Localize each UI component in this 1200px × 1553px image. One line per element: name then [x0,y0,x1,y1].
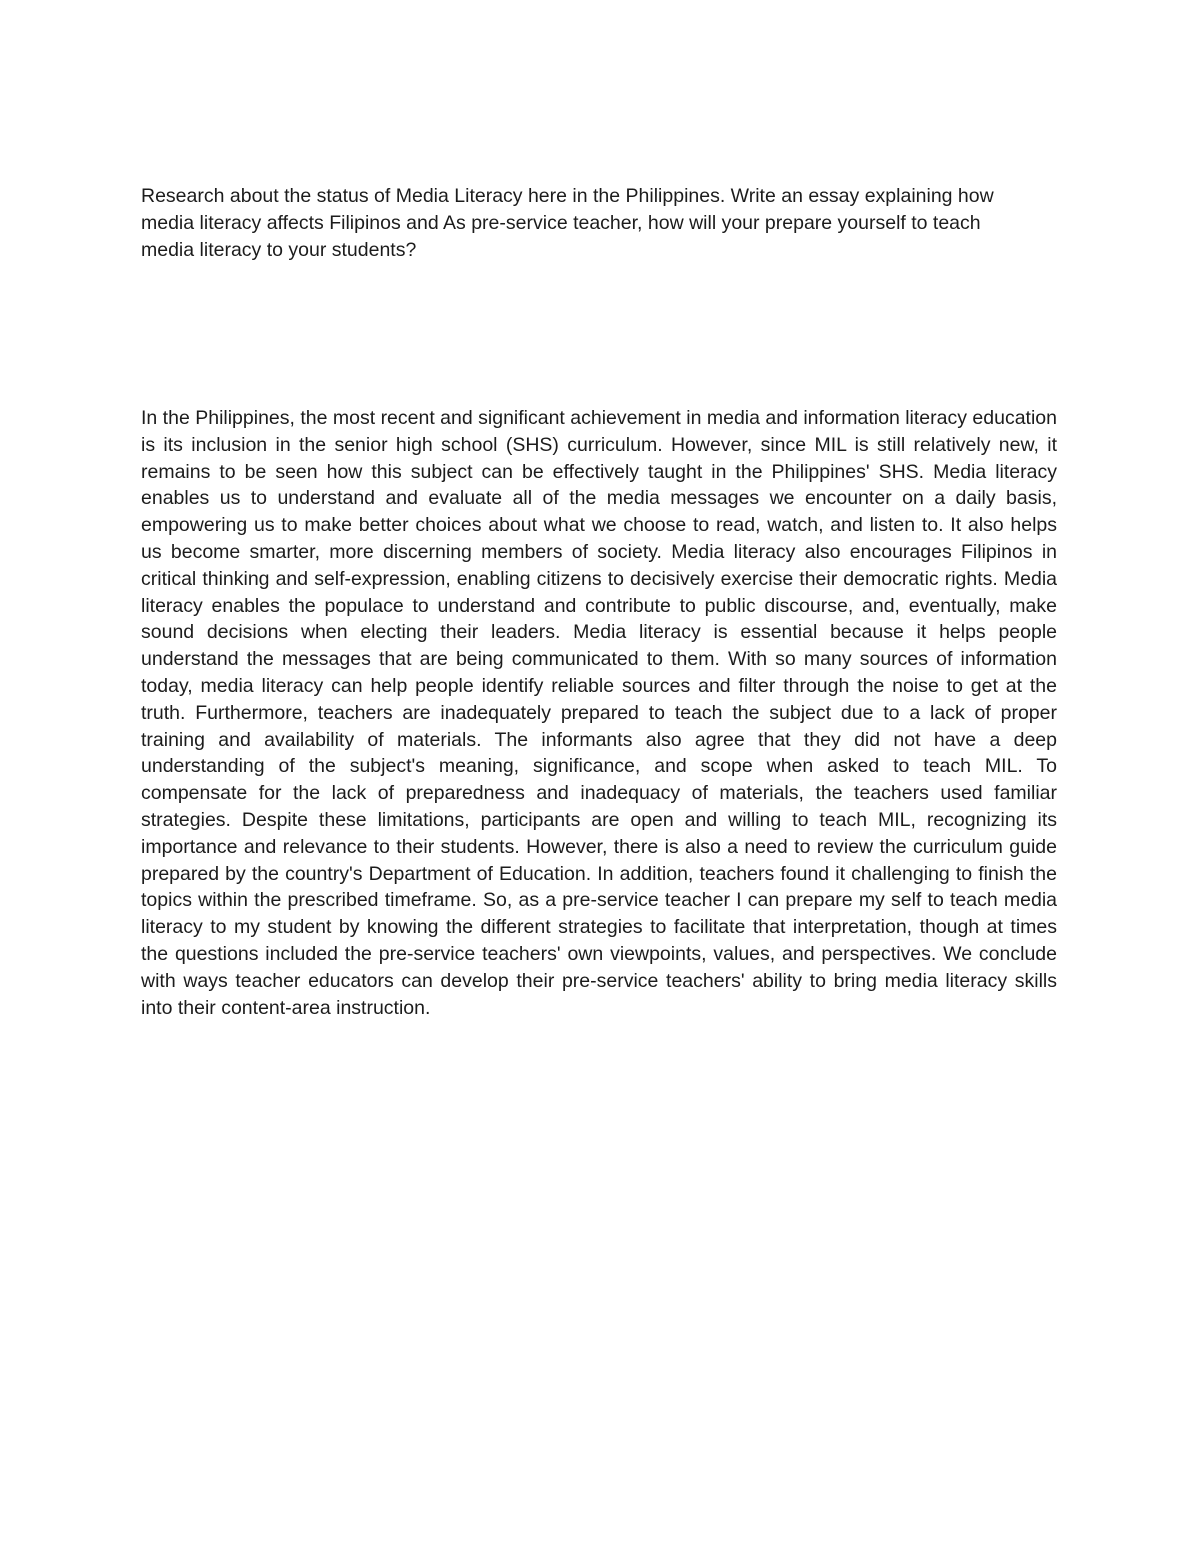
essay-body: In the Philippines, the most recent and significant achievement in media and information literacy education is its inclusion in the senior high school (SHS) curriculum. However, since MIL is still relatively new, it remains to be seen how this subject can be effectively taught in the Philippines' SHS. Media literacy enables us to understand and evaluate all of the media messages we encounter on a daily basis, empowering us to make better choices about what we choose to read, watch, and listen to. It also helps us become smarter, more discerning members of society. Media literacy also encourages Filipinos in critical thinking and self-expression, enabling citizens to decisively exercise their democratic rights. Media literacy enables the populace to understand and contribute to public discourse, and, eventually, make sound decisions when electing their leaders. Media literacy is essential because it helps people understand the messages that are being communicated to them. With so many sources of information today, media literacy can help people identify reliable sources and filter through the noise to get at the truth. Furthermore, teachers are inadequately prepared to teach the subject due to a lack of proper training and availability of materials. The informants also agree that they did not have a deep understanding of the subject's meaning, significance, and scope when asked to teach MIL. To compensate for the lack of preparedness and inadequacy of materials, the teachers used familiar strategies. Despite these limitations, participants are open and willing to teach MIL, recognizing its importance and relevance to their students. However, there is also a need to review the curriculum guide prepared by the country's Department of Education. In addition, teachers found it challenging to finish the topics within the prescribed timeframe. So, as a pre-service teacher I can prepare my self to teach media literacy to my student by knowing the different strategies to facilitate that interpretation, though at times the questions included the pre-service teachers' own viewpoints, values, and perspectives. We conclude with ways teacher educators can develop their pre-service teachers' ability to bring media literacy skills into their content-area instruction. [141,407,1057,1019]
essay-prompt: Research about the status of Media Literacy here in the Philippines. Write an essay explaining how media literacy affects Filipinos and As pre-service teacher, how will your prepare yourself to teach media literacy to your students? [141,185,994,261]
